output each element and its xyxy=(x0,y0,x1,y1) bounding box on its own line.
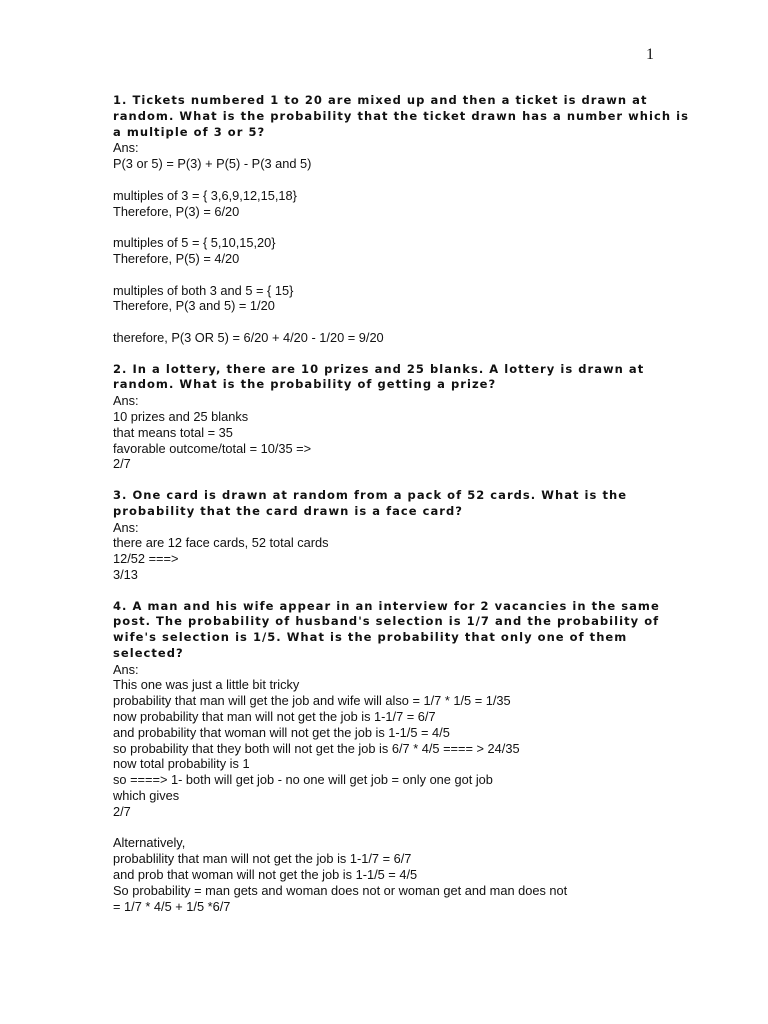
answer-line: so ====> 1- both will get job - no one will get job = only one got job xyxy=(113,772,493,788)
question-3 xyxy=(113,488,733,583)
question-gap xyxy=(113,472,733,488)
answer-line: which gives xyxy=(113,788,180,804)
answer-line: 3/13 xyxy=(113,566,138,582)
question-2 xyxy=(113,362,733,473)
answer-line: there are 12 face cards, 52 total cards xyxy=(113,535,329,551)
answer-line: therefore, P(3 OR 5) = 6/20 + 4/20 - 1/20 = 9/20 xyxy=(113,329,384,345)
answer-line: multiples of 3 = { 3,6,9,12,15,18} xyxy=(113,187,297,203)
answer-line: So probability = man gets and woman does not or woman get and man does not xyxy=(113,882,568,898)
answer-line: now probability that man will not get the job is 1-1/7 = 6/7 xyxy=(113,709,436,725)
question-title: 3. One card is drawn at random from a pack of 52 cards. What is the probability that the card drawn is a face card? xyxy=(113,487,628,518)
question-title: 2. In a lottery, there are 10 prizes and 25 blanks. A lottery is drawn at random. What is the probability of getting a prize? xyxy=(113,361,645,392)
answer-line: now total probability is 1 xyxy=(113,756,250,772)
blank-line xyxy=(113,820,733,836)
answer-label: Ans: xyxy=(113,661,139,677)
document-content xyxy=(113,93,733,914)
blank-line xyxy=(113,219,733,235)
answer-line: and prob that woman will not get the job is 1-1/5 = 4/5 xyxy=(113,867,418,883)
answer-line: multiples of both 3 and 5 = { 15} xyxy=(113,282,294,298)
answer-line: P(3 or 5) = P(3) + P(5) - P(3 and 5) xyxy=(113,156,312,172)
answer-line: This one was just a little bit tricky xyxy=(113,677,300,693)
page-number: 1 xyxy=(646,46,654,63)
blank-line xyxy=(113,314,733,330)
answer-line: Therefore, P(3 and 5) = 1/20 xyxy=(113,298,275,314)
answer-line: so probability that they both will not get the job is 6/7 * 4/5 ==== > 24/35 xyxy=(113,740,520,756)
answer-line: probablility that man will not get the job is 1-1/7 = 6/7 xyxy=(113,851,412,867)
answer-label: Ans: xyxy=(113,140,139,156)
answer-line: Alternatively, xyxy=(113,835,186,851)
answer-line: probability that man will get the job and wife will also = 1/7 * 1/5 = 1/35 xyxy=(113,693,511,709)
answer-line: that means total = 35 xyxy=(113,424,233,440)
answer-line: 2/7 xyxy=(113,803,131,819)
answer-line: 10 prizes and 25 blanks xyxy=(113,408,249,424)
answer-line: Therefore, P(5) = 4/20 xyxy=(113,250,240,266)
answer-line: 2/7 xyxy=(113,456,131,472)
question-title: 1. Tickets numbered 1 to 20 are mixed up and then a ticket is drawn at random. What is the probability that the ticket drawn has a number which is a multiple of 3 or 5? xyxy=(113,93,689,139)
answer-label: Ans: xyxy=(113,519,139,535)
answer-line: = 1/7 * 4/5 + 1/5 *6/7 xyxy=(113,898,231,914)
answer-line: Therefore, P(3) = 6/20 xyxy=(113,203,240,219)
question-gap xyxy=(113,346,733,362)
question-title: 4. A man and his wife appear in an interview for 2 vacancies in the same post. The probability of husband's selection is 1/7 and the probability of wife's selection is 1/5. What is the probability that only one of them selected? xyxy=(113,598,660,660)
question-gap xyxy=(113,583,733,599)
answer-line: 12/52 ===> xyxy=(113,551,179,567)
blank-line xyxy=(113,172,733,188)
answer-line: favorable outcome/total = 10/35 => xyxy=(113,440,312,456)
answer-line: multiples of 5 = { 5,10,15,20} xyxy=(113,235,276,251)
answer-label: Ans: xyxy=(113,393,139,409)
question-1 xyxy=(113,93,733,346)
blank-line xyxy=(113,267,733,283)
question-4 xyxy=(113,599,733,915)
answer-line: and probability that woman will not get the job is 1-1/5 = 4/5 xyxy=(113,724,450,740)
